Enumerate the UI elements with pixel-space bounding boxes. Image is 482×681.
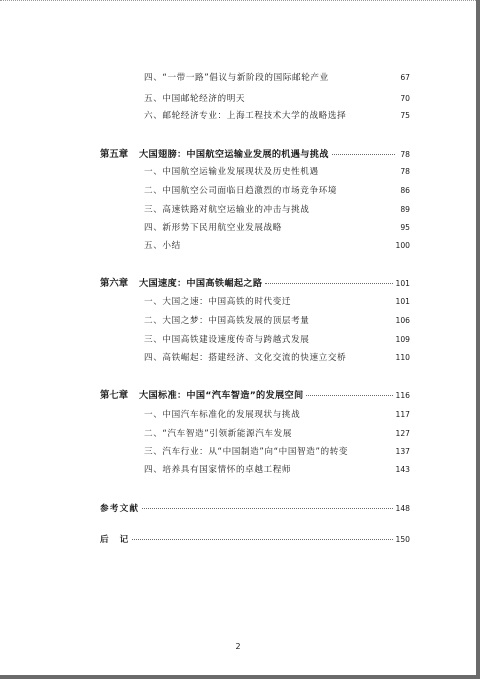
toc-item[interactable] <box>144 240 410 252</box>
toc-item[interactable] <box>144 315 410 327</box>
chapter-title: 大国速度：中国高铁崛起之路 <box>139 278 263 289</box>
dot-leader <box>132 539 392 540</box>
toc-item[interactable] <box>144 334 410 346</box>
section-page: 148 <box>395 504 410 513</box>
toc-item-title: 五、中国邮轮经济的明天 <box>144 94 246 104</box>
toc-item-page: 109 <box>395 335 410 344</box>
toc-item[interactable] <box>144 110 410 122</box>
chapter-title: 大国翅膀：中国航空运输业发展的机遇与挑战 <box>139 149 329 160</box>
toc-item-page: 75 <box>400 111 410 120</box>
chapter-page: 78 <box>400 150 410 159</box>
dot-leader <box>306 395 392 396</box>
toc-item-title: 三、高速铁路对航空运输业的冲击与挑战 <box>144 205 310 215</box>
page-number: 2 <box>235 642 241 651</box>
toc-item-title: 六、邮轮经济专业：上海工程技术大学的战略选择 <box>144 111 347 121</box>
top-edge-rule <box>0 0 476 3</box>
toc-item-page: 117 <box>395 410 410 419</box>
toc-item[interactable] <box>144 409 410 421</box>
toc-item-page: 89 <box>400 205 410 214</box>
toc-item[interactable] <box>144 204 410 216</box>
dot-leader <box>142 508 392 509</box>
toc-item-page: 110 <box>395 353 410 362</box>
section-title: 后 记 <box>100 535 130 545</box>
section-title: 参考文献 <box>100 504 140 514</box>
toc-item-title: 四、新形势下民用航空业发展战略 <box>144 223 282 233</box>
toc-item-title: 一、中国汽车标准化的发展现状与挑战 <box>144 410 301 420</box>
toc-item-page: 143 <box>395 465 410 474</box>
toc-item[interactable] <box>144 296 410 308</box>
dot-leader <box>265 283 392 284</box>
dot-leader <box>332 154 395 155</box>
toc-chapter[interactable] <box>100 149 410 161</box>
toc-item-page: 95 <box>400 223 410 232</box>
toc-item-title: 一、中国航空运输业发展现状及历史性机遇 <box>144 167 319 177</box>
toc-item-title: 一、大国之速：中国高铁的时代变迁 <box>144 297 292 307</box>
toc-item[interactable] <box>144 185 410 197</box>
toc-item[interactable] <box>144 352 410 364</box>
chapter-number: 第七章 <box>100 390 129 401</box>
toc-item[interactable] <box>144 464 410 476</box>
toc-item-title: 四、“一带一路”倡议与新阶段的国际邮轮产业 <box>144 73 329 83</box>
chapter-title: 大国标准：中国“汽车智造”的发展空间 <box>139 390 304 401</box>
toc-item[interactable] <box>144 93 410 105</box>
toc-item-page: 67 <box>400 73 410 82</box>
toc-item-page: 127 <box>395 429 410 438</box>
toc-item-title: 五、小结 <box>144 241 181 251</box>
toc-item[interactable] <box>144 72 410 84</box>
toc-item-title: 四、培养具有国家情怀的卓越工程师 <box>144 465 292 475</box>
toc-item-page: 86 <box>400 186 410 195</box>
toc-item[interactable] <box>144 446 410 458</box>
toc-section-references[interactable] <box>100 503 410 515</box>
toc-item[interactable] <box>144 428 410 440</box>
toc-item-title: 二、中国航空公司面临日趋激烈的市场竞争环境 <box>144 186 338 196</box>
toc-item-title: 三、中国高铁建设速度传奇与跨越式发展 <box>144 335 310 345</box>
chapter-page: 101 <box>395 279 410 288</box>
chapter-page: 116 <box>395 391 410 400</box>
toc-chapter[interactable] <box>100 278 410 290</box>
toc-item-title: 二、大国之梦：中国高铁发展的顶层考量 <box>144 316 310 326</box>
toc-item-page: 78 <box>400 167 410 176</box>
toc-item-title: 二、“汽车智造”引领新能源汽车发展 <box>144 429 293 439</box>
toc-item[interactable] <box>144 222 410 234</box>
toc-item-title: 四、高铁崛起：搭建经济、文化交流的快速立交桥 <box>144 353 347 363</box>
chapter-number: 第六章 <box>100 278 129 289</box>
section-page: 150 <box>395 535 410 544</box>
toc-item-page: 70 <box>400 94 410 103</box>
toc-section-afterword[interactable] <box>100 534 410 546</box>
toc-item-page: 106 <box>395 316 410 325</box>
toc-item-page: 101 <box>395 297 410 306</box>
toc-item-title: 三、汽车行业：从“中国制造”向“中国智造”的转变 <box>144 447 349 457</box>
chapter-number: 第五章 <box>100 149 129 160</box>
toc-item[interactable] <box>144 166 410 178</box>
toc-item-page: 100 <box>395 241 410 250</box>
toc-chapter[interactable] <box>100 390 410 402</box>
toc-item-page: 137 <box>395 447 410 456</box>
